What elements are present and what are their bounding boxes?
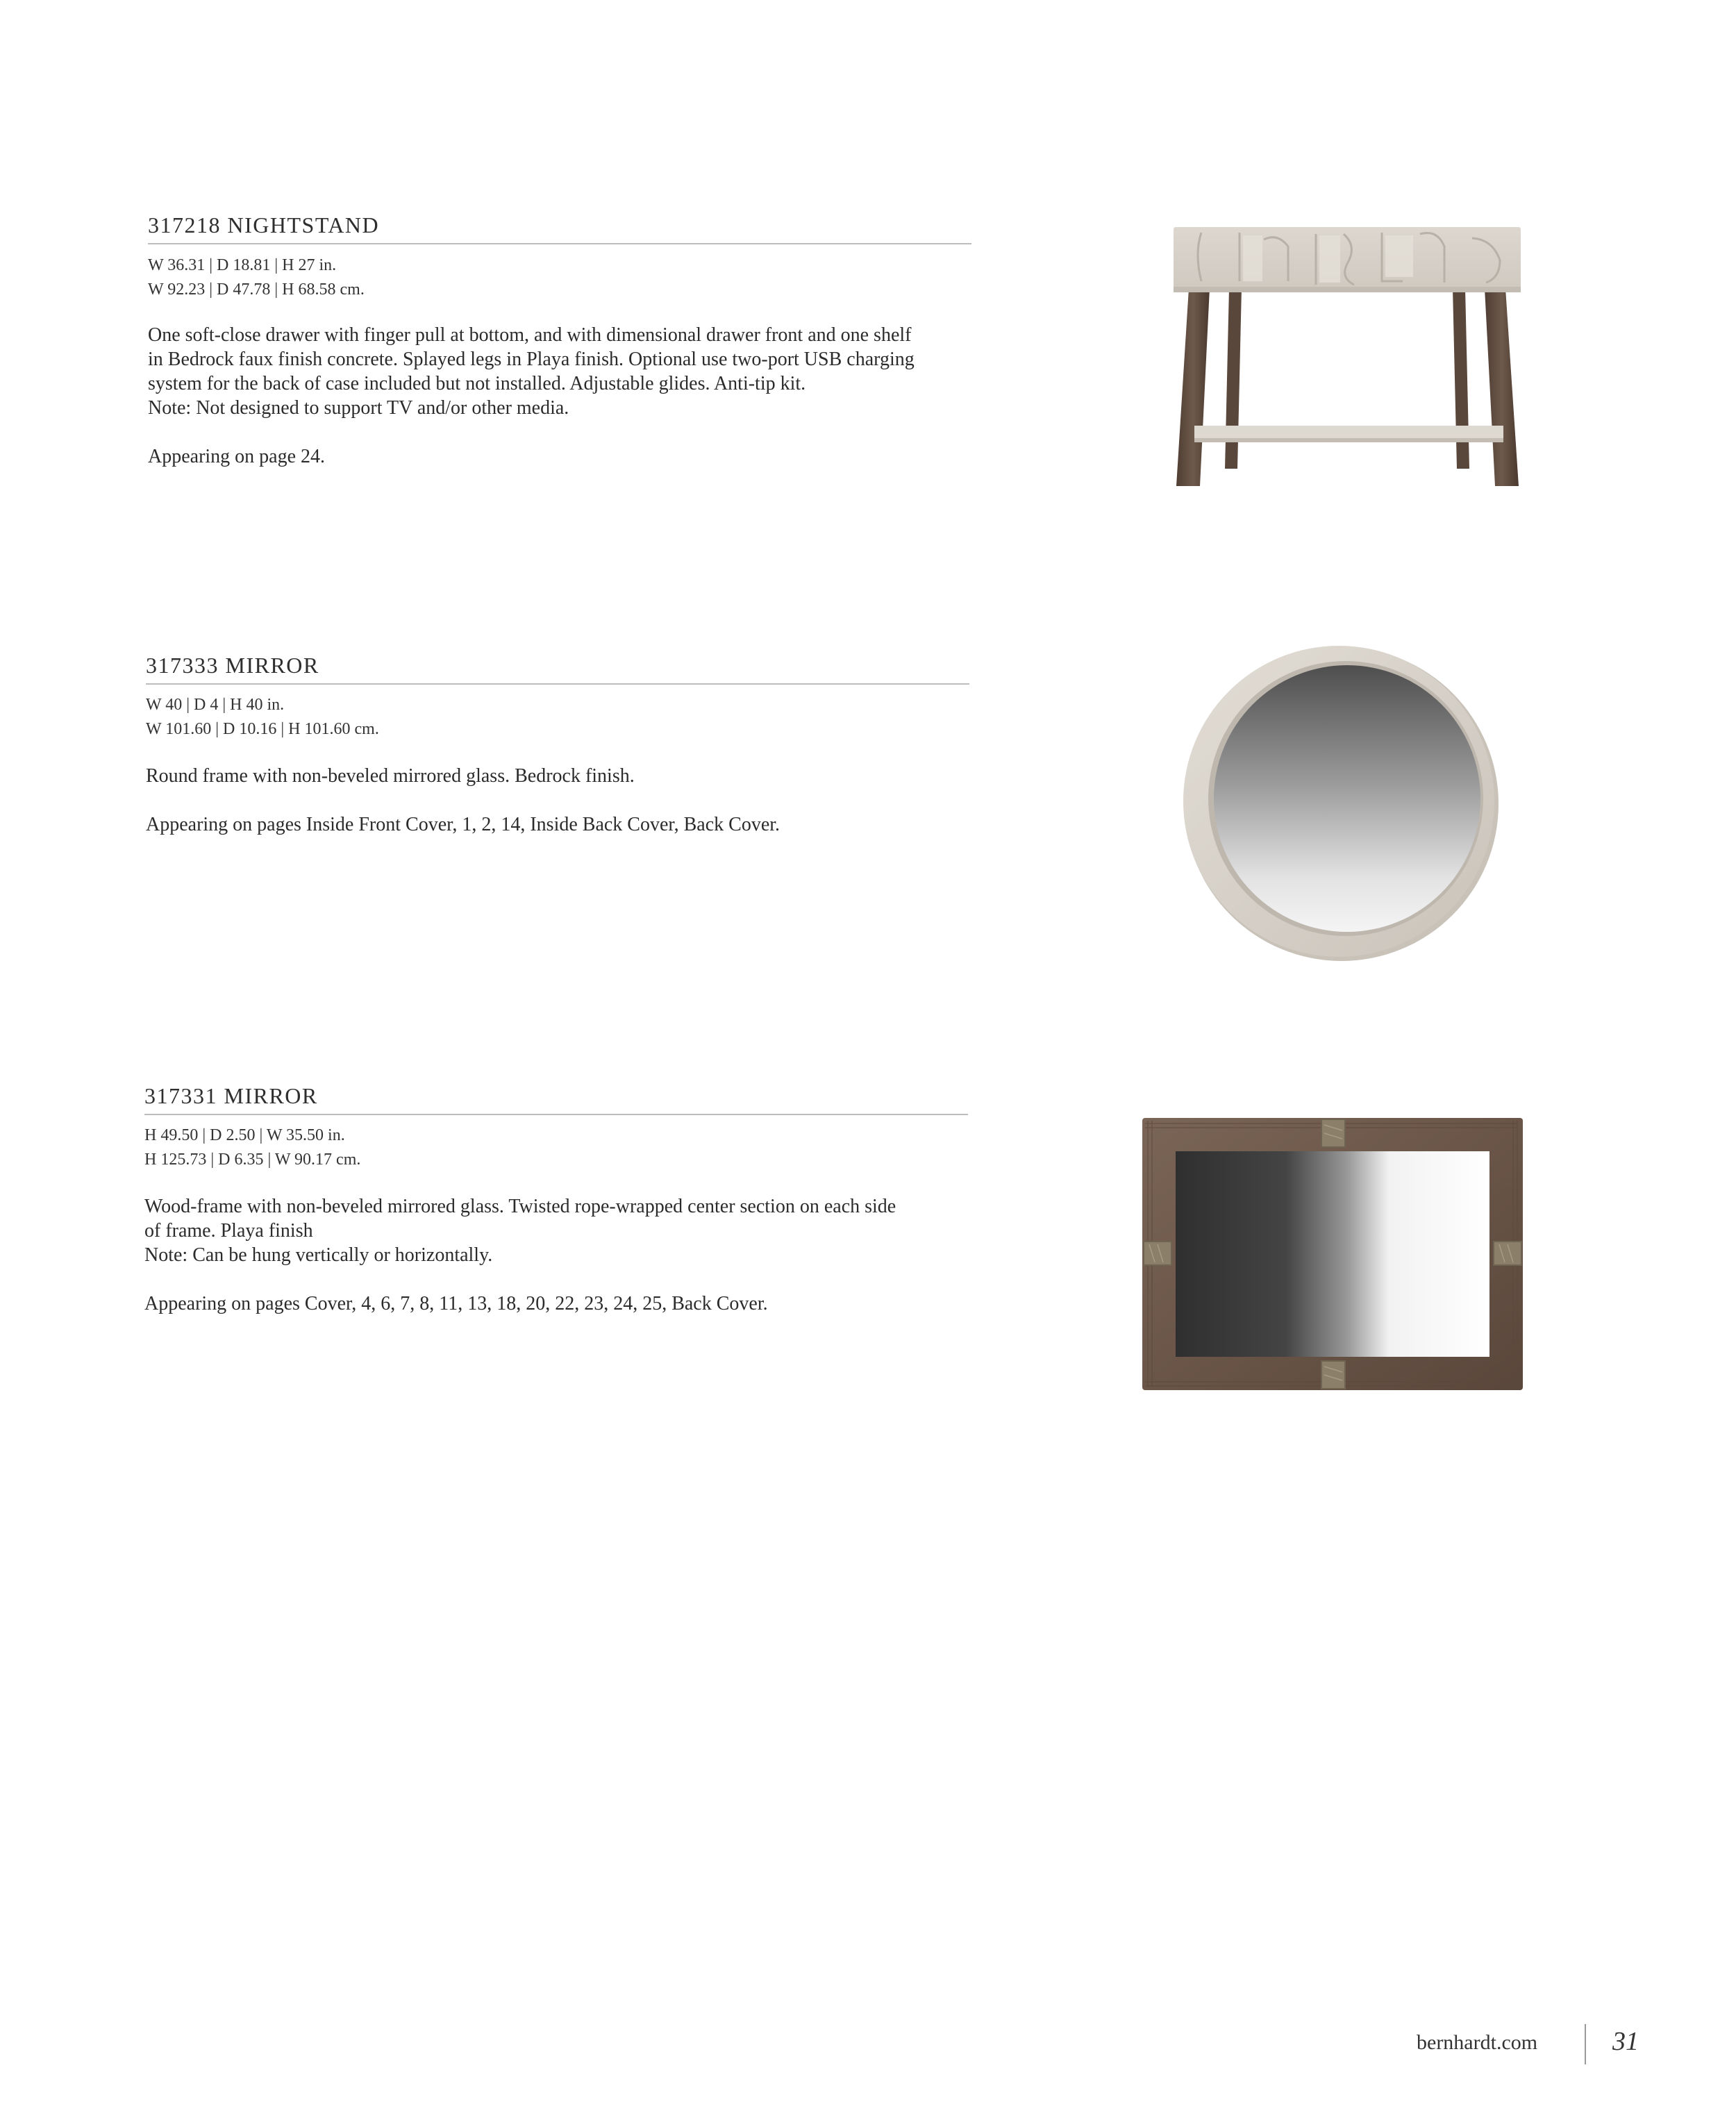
title-divider (148, 243, 971, 244)
dimensions-inches: W 40 | D 4 | H 40 in. (146, 696, 285, 714)
appearing-on-pages: Appearing on page 24. (148, 446, 326, 467)
footer-website: bernhardt.com (1417, 2031, 1538, 2054)
description-line: Round frame with non-beveled mirrored glass. Bedrock finish. (146, 765, 635, 787)
round-mirror-image (1160, 625, 1521, 986)
product-description (144, 1194, 896, 1267)
description-line: of frame. Playa finish (144, 1220, 313, 1242)
description-line: Note: Can be hung vertically or horizontally. (144, 1244, 493, 1266)
dimensions-inches: H 49.50 | D 2.50 | W 35.50 in. (144, 1126, 345, 1144)
product-title: 317218 NIGHTSTAND (148, 212, 380, 237)
appearing-on-pages: Appearing on pages Cover, 4, 6, 7, 8, 11, 13, 18, 20, 22, 23, 24, 25, Back Cover. (144, 1293, 768, 1314)
description-line: system for the back of case included but not installed. Adjustable glides. Anti-tip kit. (148, 373, 806, 394)
dimensions-cm: W 101.60 | D 10.16 | H 101.60 cm. (146, 720, 379, 738)
dimensions-cm: W 92.23 | D 47.78 | H 68.58 cm. (148, 281, 365, 299)
appearing-on-pages: Appearing on pages Inside Front Cover, 1, 2, 14, Inside Back Cover, Back Cover. (146, 814, 781, 835)
product-description (146, 764, 635, 788)
description-line: in Bedrock faux finish concrete. Splayed legs in Playa finish. Optional use two-port USB charging (148, 349, 915, 370)
title-divider (144, 1114, 968, 1115)
description-line: Note: Not designed to support TV and/or other media. (148, 397, 569, 419)
product-title: 317331 MIRROR (144, 1083, 318, 1108)
page-number: 31 (1612, 2027, 1639, 2056)
description-line: One soft-close drawer with finger pull at bottom, and with dimensional drawer front and one shelf (148, 324, 912, 346)
description-line: Wood-frame with non-beveled mirrored glass. Twisted rope-wrapped center section on each side (144, 1196, 896, 1217)
rectangular-mirror-image (1142, 1118, 1524, 1392)
product-title: 317333 MIRROR (146, 653, 319, 678)
product-description (148, 323, 915, 420)
nightstand-image (1174, 226, 1524, 490)
title-divider (146, 683, 969, 685)
dimensions-inches: W 36.31 | D 18.81 | H 27 in. (148, 256, 337, 274)
footer-divider (1585, 2024, 1586, 2064)
dimensions-cm: H 125.73 | D 6.35 | W 90.17 cm. (144, 1151, 361, 1169)
